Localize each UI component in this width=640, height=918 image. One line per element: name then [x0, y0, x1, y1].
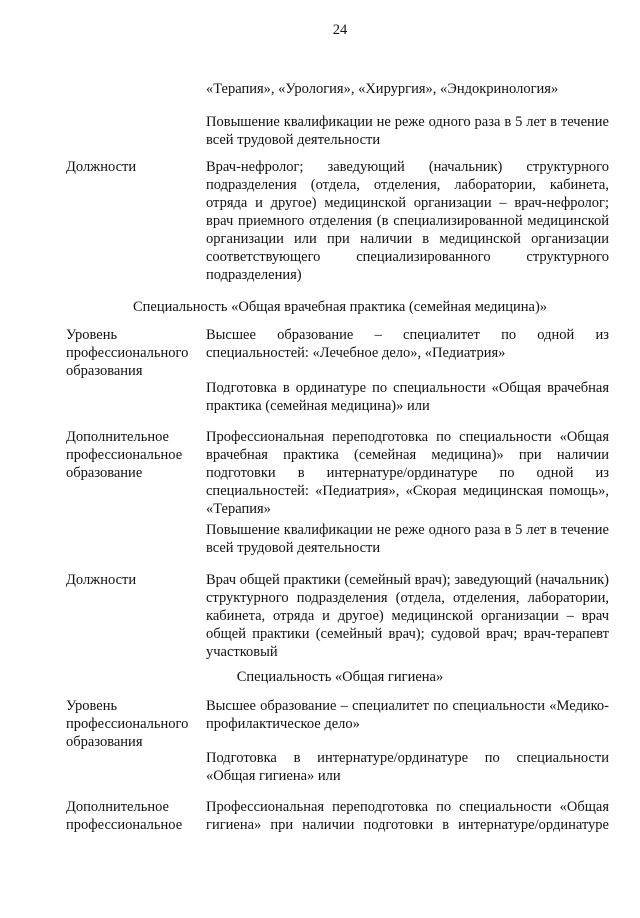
positions-text: Врач-нефролог; заведующий (начальник) структурного подразделения (отдела, отделения, лаборатории, кабинета, отряда и другое) медицинской организации – врач-нефролог; врач приемного отделения (в специализированной медицинской организации или при наличии в медицинской организации соответствующего специализированного структурного подразделения): [206, 159, 609, 283]
education-level-text: Высшее образование – специалитет по одной из специальностей: «Лечебное дело», «Педиатрия»: [206, 327, 609, 361]
positions-label: Должности: [66, 159, 137, 175]
section-heading-general-practice: Специальность «Общая врачебная практика (семейная медицина)»: [132, 299, 548, 315]
positions-label-2: Должности: [66, 572, 137, 588]
residency-text: Подготовка в ординатуре по специальности «Общая врачебная практика (семейная медицина)» или: [206, 380, 609, 414]
education-level-label: Уровень профессионального образования: [66, 327, 189, 379]
section-heading-general-hygiene: Специальность «Общая гигиена»: [236, 669, 444, 685]
additional-education-line-2: гигиена» при наличии подготовки в интернатуре/ординатуре: [206, 817, 609, 833]
education-level-text-2: Высшее образование – специалитет по специальности «Медико-профилактическое дело»: [206, 698, 609, 732]
qualification-upgrade-text-2: Повышение квалификации не реже одного раза в 5 лет в течение всей трудовой деятельности: [206, 522, 609, 556]
additional-education-text-2: [206, 798, 609, 834]
additional-education-text: Профессиональная переподготовка по специальности «Общая врачебная практика (семейная медицина)» при наличии подготовки в интернатуре/ординатуре по одной из специальностей: «Педиатрия», «Скорая медицинская помощь», «Терапия»: [206, 429, 609, 517]
qualification-upgrade-text: Повышение квалификации не реже одного раза в 5 лет в течение всей трудовой деятельности: [206, 114, 609, 148]
education-level-label-2: Уровень профессионального образования: [66, 698, 189, 750]
residency-text-2: Подготовка в интернатуре/ординатуре по специальности «Общая гигиена» или: [206, 750, 609, 784]
specialties-continued: «Терапия», «Урология», «Хирургия», «Эндокринология»: [206, 81, 559, 97]
additional-education-label-2: Дополнительное профессиональное: [66, 799, 183, 833]
page-number: 24: [332, 22, 348, 38]
additional-education-label: Дополнительное профессиональное образование: [66, 429, 183, 481]
positions-text-2: Врач общей практики (семейный врач); заведующий (начальник) структурного подразделения (отдела, отделения, лаборатории, кабинета, отряда и другое) медицинской организации – врач общей практики (семейный врач); судовой врач; врач-терапевт участковый: [206, 572, 609, 660]
additional-education-line-1: Профессиональная переподготовка по специальности «Общая: [206, 799, 609, 815]
